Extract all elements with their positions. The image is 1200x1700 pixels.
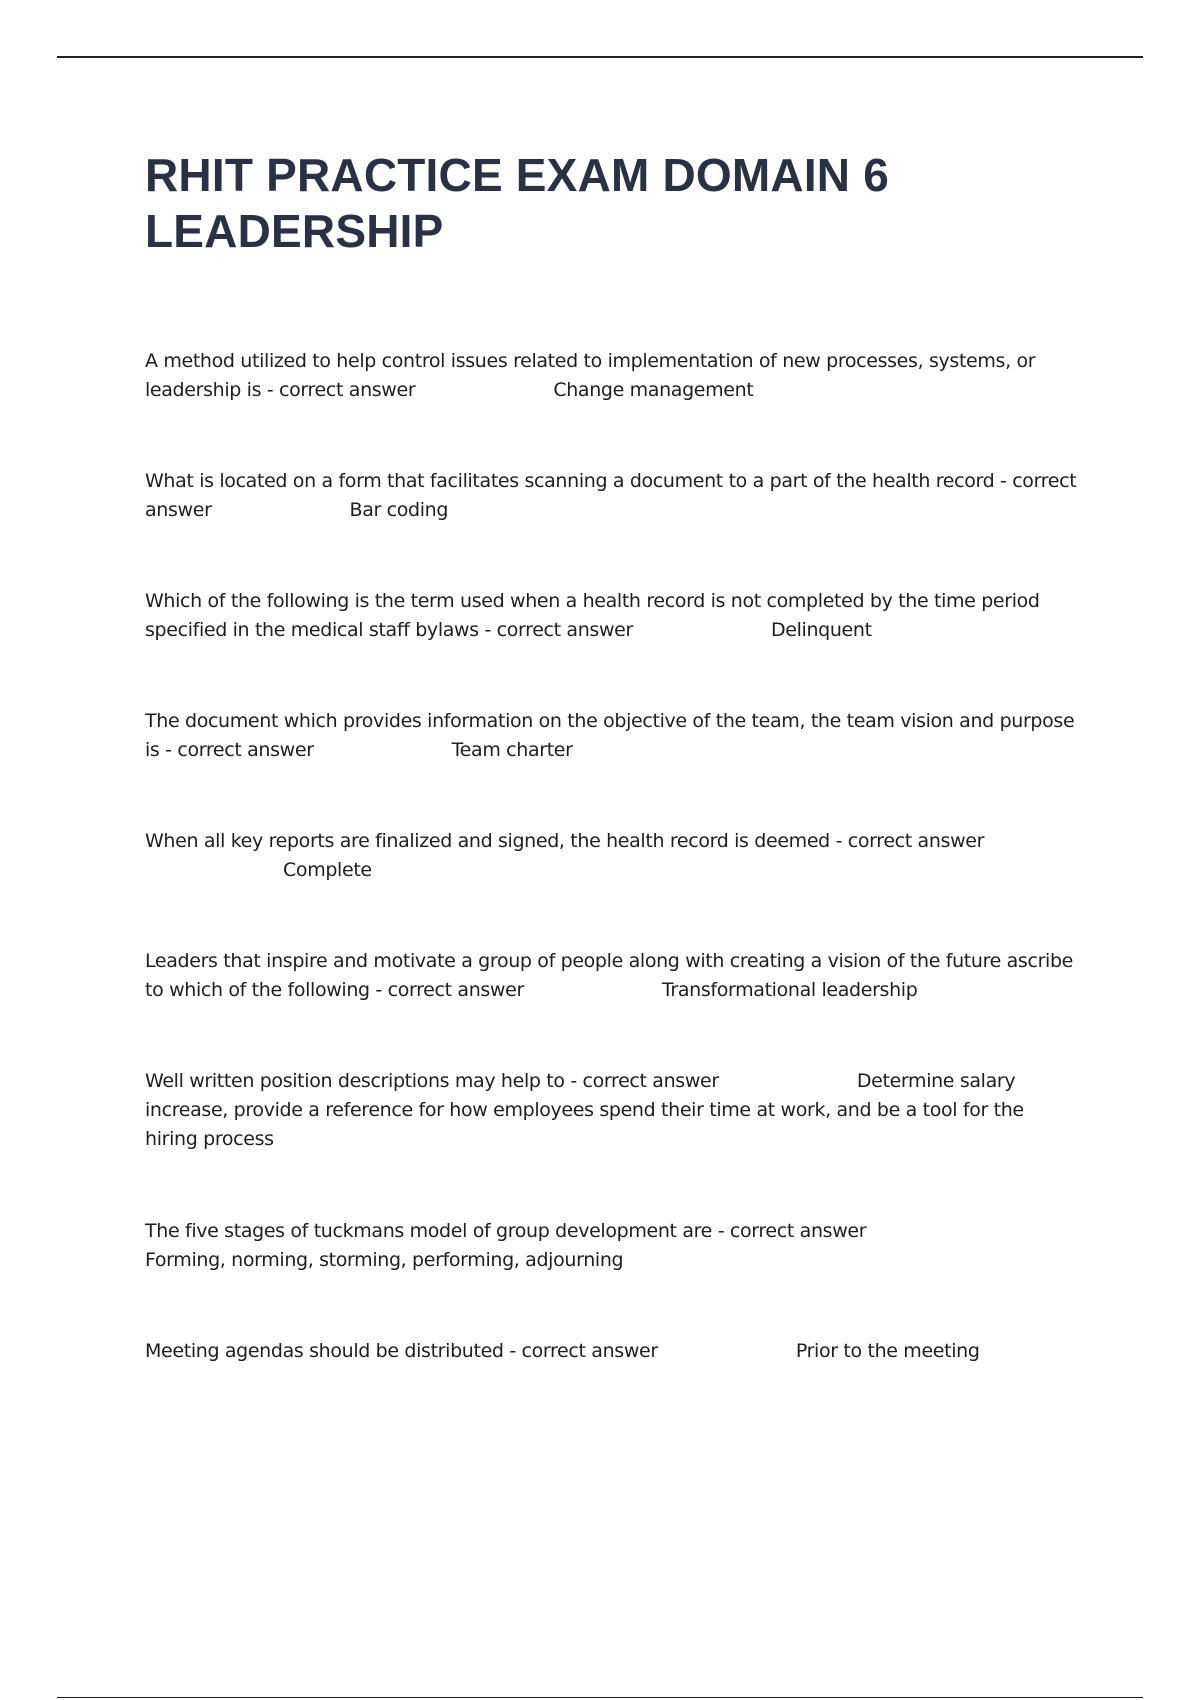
question-text: Well written position descriptions may help to - correct answer <box>145 1070 719 1092</box>
answer-text: Team charter <box>451 739 573 761</box>
question-text: A method utilized to help control issues related to implementation of new processes, systems, or leadership is - correct answer <box>145 350 1036 401</box>
qa-item <box>145 707 1080 765</box>
answer-text: Bar coding <box>349 499 449 521</box>
question-text: The document which provides information on the objective of the team, the team vision and purpose is - correct answer <box>145 710 1075 761</box>
answer-text: Prior to the meeting <box>795 1340 980 1362</box>
question-text: When all key reports are finalized and signed, the health record is deemed - correct answer <box>145 830 985 852</box>
bottom-rule <box>57 1697 1143 1698</box>
answer-text: Delinquent <box>770 619 872 641</box>
document-title: RHIT PRACTICE EXAM DOMAIN 6 LEADERSHIP <box>145 149 889 257</box>
qa-item <box>145 1067 1080 1154</box>
qa-item <box>145 587 1080 645</box>
answer-text: Forming, norming, storming, performing, adjourning <box>145 1249 624 1271</box>
qa-item <box>145 467 1080 525</box>
top-rule <box>57 56 1143 58</box>
answer-text: Transformational leadership <box>661 979 918 1001</box>
question-text: Leaders that inspire and motivate a group of people along with creating a vision of the future ascribe to which of the following - correct answer <box>145 950 1074 1001</box>
answer-text: Change management <box>553 379 754 401</box>
question-text: What is located on a form that facilitates scanning a document to a part of the health record - correct answer <box>145 470 1077 521</box>
qa-item <box>145 347 1080 405</box>
qa-item <box>145 827 1080 885</box>
question-text: Meeting agendas should be distributed - correct answer <box>145 1340 658 1362</box>
qa-item <box>145 1337 1080 1366</box>
question-text: Which of the following is the term used when a health record is not completed by the time period specified in the medical staff bylaws - correct answer <box>145 590 1040 641</box>
qa-item <box>145 1217 1080 1275</box>
answer-text: Complete <box>283 859 372 881</box>
question-text: The five stages of tuckmans model of group development are - correct answer <box>145 1220 867 1242</box>
answer-text: Determine salary increase, provide a reference for how employees spend their time at work, and be a tool for the hiring process <box>145 1070 1024 1150</box>
qa-item <box>145 947 1080 1005</box>
